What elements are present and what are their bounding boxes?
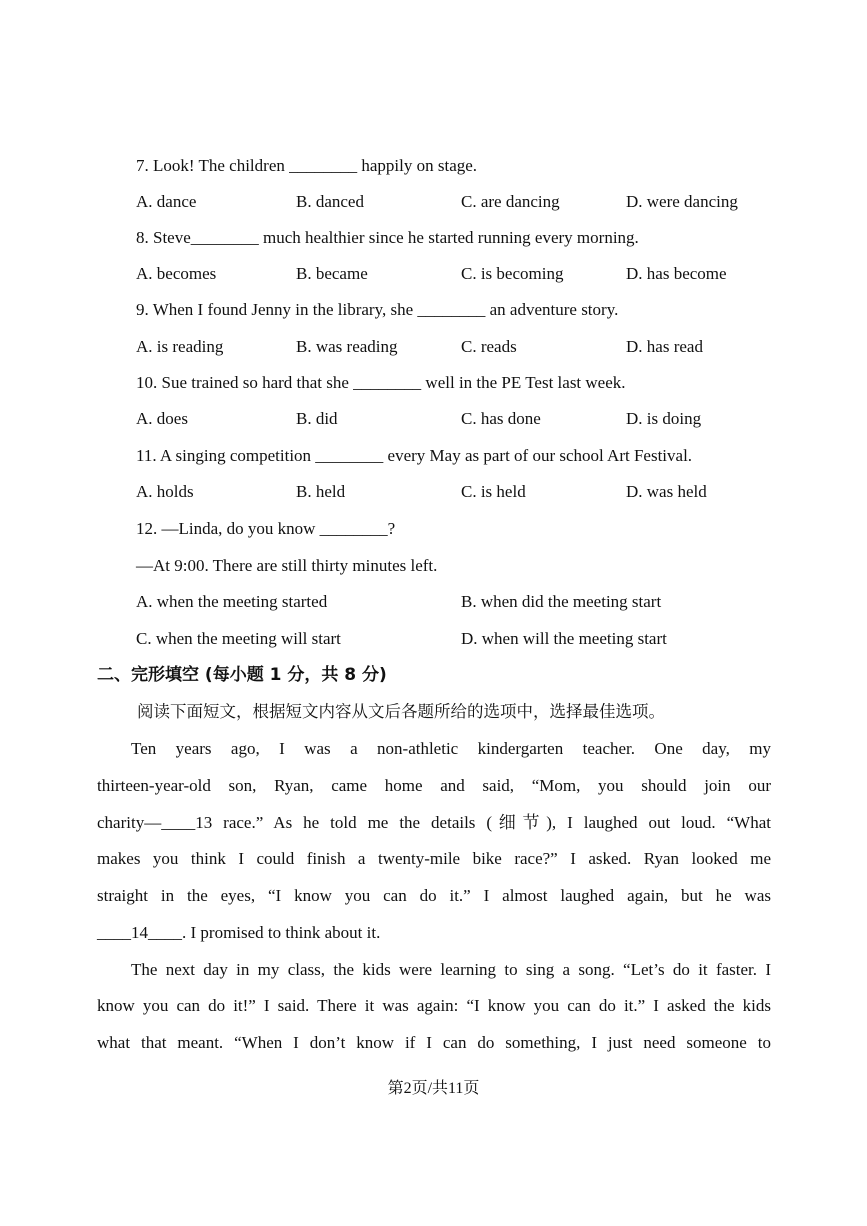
option-c: C. is held [461,482,526,501]
section-instruction: 阅读下面短文，根据短文内容从文后各题所给的选项中，选择最佳选项。 [137,702,665,721]
option-d: D. when will the meeting start [461,629,667,648]
option-c: C. reads [461,337,517,356]
question-10-stem: 10. Sue trained so hard that she ________ well in the PE Test last week. [136,373,626,392]
option-b: B. held [296,482,346,501]
question-11-stem: 11. A singing competition ________ every May as part of our school Art Festival. [136,446,693,465]
question-7-stem: 7. Look! The children ________ happily on stage. [136,156,478,175]
passage-line-8: know you can do it!” I said. There it was again: “I know you can do it.” I asked the kids [97,996,771,1015]
option-b: B. danced [296,192,364,211]
option-b: B. was reading [296,337,398,356]
passage-line-3: charity—____13 race.” As he told me the details (细节), I laughed out loud. “What [97,813,771,832]
option-a: A. is reading [136,337,224,356]
page-footer: 第2页/共11页 [387,1080,480,1097]
option-a: A. dance [136,192,197,211]
option-b: B. became [296,264,368,283]
question-12-stem: 12. —Linda, do you know ________? [136,519,396,538]
option-d: D. is doing [626,409,702,428]
passage-line-6: ____14____. I promised to think about it. [97,923,381,942]
option-c: C. has done [461,409,541,428]
passage-line-5: straight in the eyes, “I know you can do it.” I almost laughed again, but he was [97,886,771,905]
passage-line-2: thirteen-year-old son, Ryan, came home and said, “Mom, you should join our [97,776,771,795]
option-d: D. was held [626,482,707,501]
option-c: C. when the meeting will start [136,629,341,648]
passage-line-1: Ten years ago, I was a non-athletic kindergarten teacher. One day, my [131,739,771,758]
option-d: D. has read [626,337,703,356]
option-d: D. has become [626,264,727,283]
option-c: C. are dancing [461,192,560,211]
option-b: B. when did the meeting start [461,592,662,611]
option-d: D. were dancing [626,192,738,211]
section-heading: 二、完形填空 (每小题 1 分，共 8 分) [97,665,387,685]
option-a: A. becomes [136,264,217,283]
question-9-stem: 9. When I found Jenny in the library, she ________ an adventure story. [136,300,619,319]
option-a: A. holds [136,482,194,501]
question-8-stem: 8. Steve________ much healthier since he started running every morning. [136,228,639,247]
question-12-dialog: —At 9:00. There are still thirty minutes left. [136,556,438,575]
passage-line-7: The next day in my class, the kids were learning to sing a song. “Let’s do it faster. I [131,960,771,979]
passage-line-9: what that meant. “When I don’t know if I can do something, I just need someone to [97,1033,771,1052]
option-c: C. is becoming [461,264,564,283]
passage-line-4: makes you think I could finish a twenty-mile bike race?” I asked. Ryan looked me [97,849,771,868]
option-a: A. does [136,409,188,428]
option-a: A. when the meeting started [136,592,328,611]
option-b: B. did [296,409,338,428]
